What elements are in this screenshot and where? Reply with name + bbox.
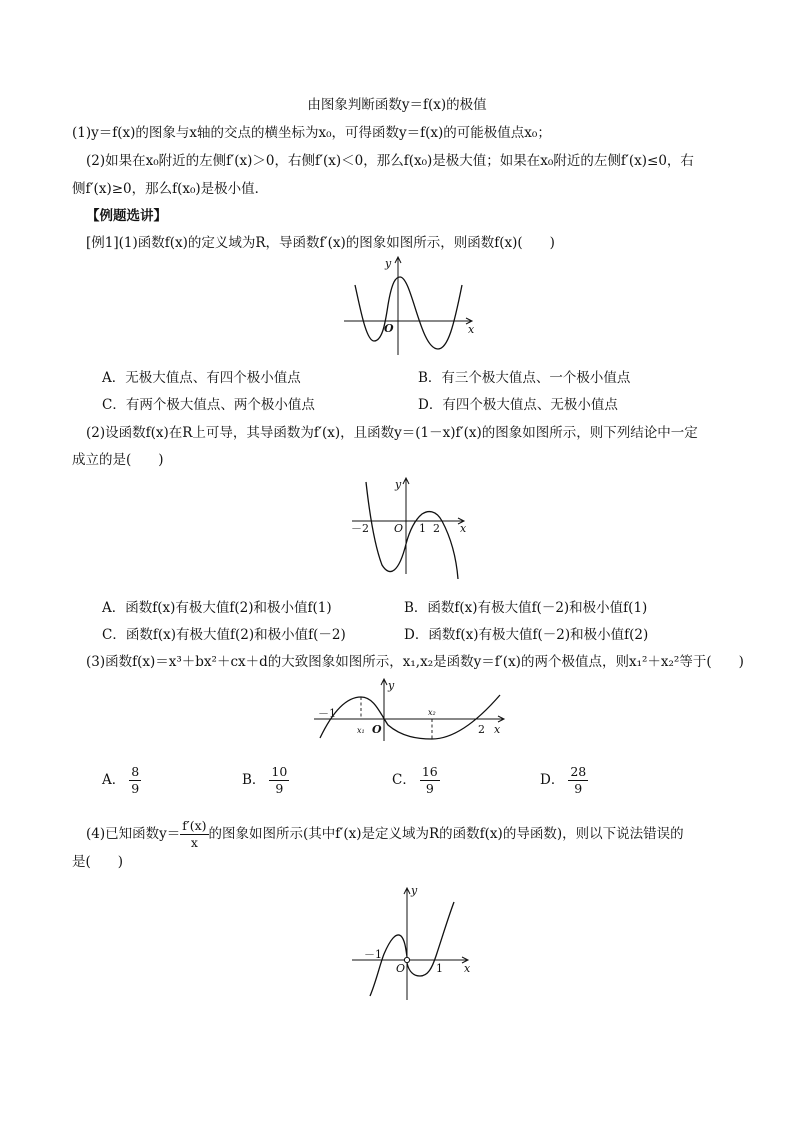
q3-option-c-fraction: [420, 764, 440, 797]
q3-option-a[interactable]: [102, 764, 141, 797]
q2-stem-line-1: (2)设函数f(x)在R上可导，其导函数为f′(x)，且函数y＝(1－x)f′(x)的图象如图所示，则下列结论中一定: [86, 425, 698, 441]
q1-origin-label: O: [384, 322, 394, 335]
q4-origin-label: O: [396, 962, 406, 975]
q4-tick-minus-1: －1: [364, 948, 382, 961]
q3-option-d[interactable]: [540, 764, 588, 797]
q3-option-b-fraction: [269, 764, 289, 797]
q3-option-b-numerator: 10: [271, 764, 288, 779]
rule-2-continued: 侧f′(x)≥0，那么f(x₀)是极小值．: [72, 181, 269, 197]
q1-option-a[interactable]: A．无极大值点、有四个极小值点: [102, 370, 301, 386]
q2-tick-1: 1: [419, 522, 426, 535]
q3-origin-label: O: [372, 723, 382, 736]
q4-x-label: x: [464, 962, 471, 975]
q3-option-d-fraction: [568, 764, 588, 797]
q4-tick-1: 1: [436, 962, 443, 975]
q2-option-d[interactable]: D．函数f(x)有极大值f(－2)和极小值f(2): [404, 627, 649, 643]
q3-option-d-numerator: 28: [570, 764, 587, 779]
q4-frac-denominator: x: [190, 835, 198, 850]
q3-y-label: y: [388, 679, 395, 692]
q3-x2-label: x₂: [428, 708, 436, 717]
q3-x1-label: x₁: [357, 726, 365, 735]
q4-y-label: y: [411, 884, 418, 897]
q4-frac-numerator: f′(x): [182, 818, 207, 833]
q3-option-a-letter: A．: [102, 772, 126, 788]
q2-stem-line-2: 成立的是( ): [72, 452, 164, 468]
q4-stem: [86, 818, 684, 851]
q3-option-c-numerator: 16: [421, 764, 438, 779]
q2-option-c[interactable]: C．函数f(x)有极大值f(2)和极小值f(－2): [102, 627, 346, 643]
q3-option-c-letter: C．: [392, 772, 416, 788]
q2-option-a[interactable]: A．函数f(x)有极大值f(2)和极小值f(1): [102, 600, 332, 616]
q4-hollow-point-icon: [404, 957, 409, 962]
q2-x-label: x: [460, 522, 467, 535]
q3-option-b[interactable]: [242, 764, 289, 797]
q2-tick-minus-2: －2: [351, 522, 369, 535]
q1-option-d[interactable]: D．有四个极大值点、无极小值点: [418, 397, 618, 413]
q3-x-label: x: [494, 723, 501, 736]
q3-option-a-numerator: 8: [131, 764, 140, 779]
q3-option-c-denominator: 9: [425, 781, 434, 796]
q3-option-a-fraction: [129, 764, 141, 797]
q3-stem: (3)函数f(x)＝x³＋bx²＋cx＋d的大致图象如图所示，x₁,x₂是函数y＝f′(x)的两个极值点，则x₁²＋x₂²等于( ): [86, 654, 744, 670]
q1-option-b[interactable]: B．有三个极大值点、一个极小值点: [418, 370, 631, 386]
q2-graph: [348, 474, 478, 584]
q3-option-d-letter: D．: [540, 772, 565, 788]
section-heading: 【例题选讲】: [86, 208, 167, 224]
q2-curve: [366, 482, 458, 579]
q1-y-label: y: [385, 257, 392, 270]
q3-tick-minus-1: －1: [318, 707, 336, 720]
q3-option-a-denominator: 9: [131, 781, 140, 796]
q4-stem-line-2: 是( ): [72, 854, 124, 870]
q3-option-d-denominator: 9: [574, 781, 583, 796]
q2-option-b[interactable]: B．函数f(x)有极大值f(－2)和极小值f(1): [404, 600, 648, 616]
q3-graph: [312, 673, 512, 743]
q2-y-label: y: [395, 478, 402, 491]
q2-origin-label: O: [394, 522, 404, 535]
q1-x-label: x: [468, 323, 475, 336]
q4-stem-suffix: 的图象如图所示(其中f′(x)是定义域为R的函数f(x)的导函数)，则以下说法错误的: [208, 826, 684, 842]
rule-1: (1)y＝f(x)的图象与x轴的交点的横坐标为x₀，可得函数y＝f(x)的可能极值点x₀；: [72, 125, 551, 141]
q1-stem: [例1](1)函数f(x)的定义域为R，导函数f′(x)的图象如图所示，则函数f(x)( ): [86, 235, 555, 251]
q4-stem-prefix: (4)已知函数y＝: [86, 826, 181, 842]
page-title: 由图象判断函数y＝f(x)的极值: [307, 97, 487, 113]
q4-graph: [348, 884, 478, 1002]
q3-tick-2: 2: [478, 723, 485, 736]
q3-cubic-curve: [320, 695, 500, 739]
q3-option-b-denominator: 9: [275, 781, 284, 796]
q1-derivative-curve: [355, 277, 462, 349]
q4-right-branch: [407, 902, 454, 976]
q2-tick-2: 2: [433, 522, 440, 535]
rule-2: (2)如果在x₀附近的左侧f′(x)＞0，右侧f′(x)＜0，那么f(x₀)是极大值；如果在x₀附近的左侧f′(x)≤0，右: [86, 153, 694, 169]
q4-stem-fraction: [180, 818, 208, 851]
q3-option-b-letter: B．: [242, 772, 266, 788]
q1-graph: [340, 255, 480, 357]
q3-option-c[interactable]: [392, 764, 440, 797]
q1-option-c[interactable]: C．有两个极大值点、两个极小值点: [102, 397, 315, 413]
